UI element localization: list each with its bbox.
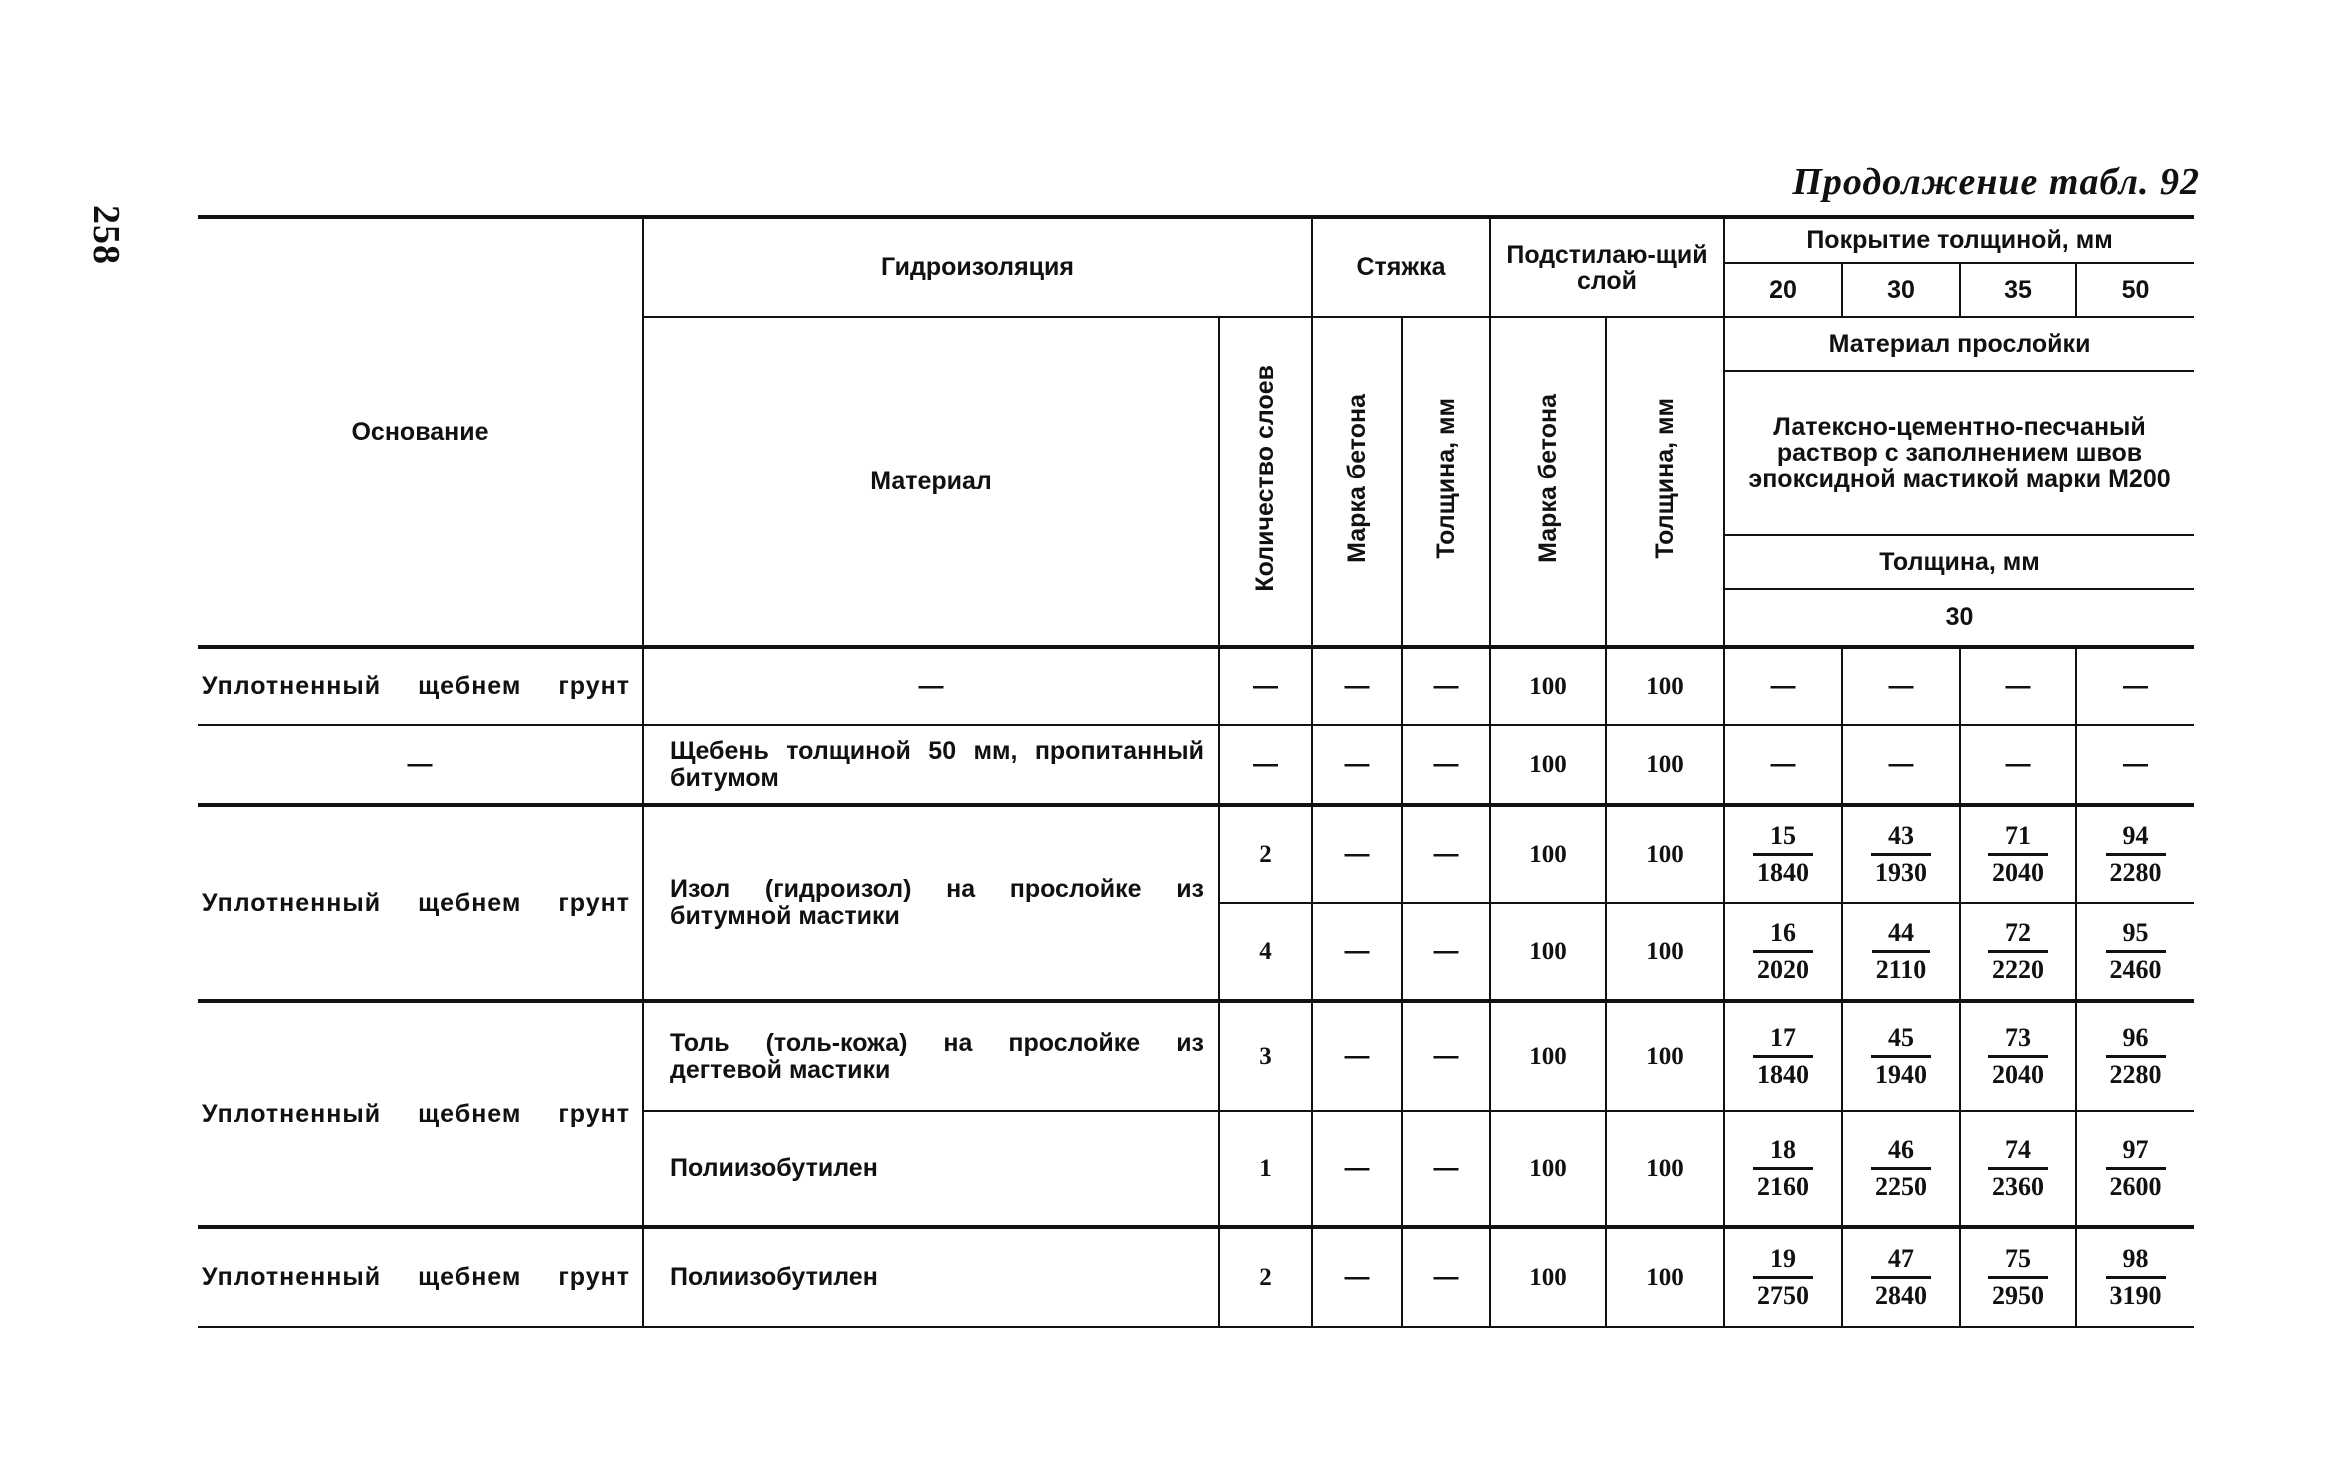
header-base: Основание	[198, 217, 643, 647]
header-under-grade	[1490, 317, 1606, 647]
header-waterproofing: Гидроизоляция	[643, 217, 1312, 317]
header-screed-grade	[1312, 317, 1402, 647]
cell-under-thickness: 100	[1606, 1111, 1724, 1227]
cell-c50: $\frac{96}{2280}$	[2076, 1001, 2194, 1111]
header-interlayer-thickness: Толщина, мм	[1724, 535, 2194, 589]
header-coating: Покрытие толщиной, мм	[1724, 217, 2194, 263]
cell-screed-grade: —	[1312, 647, 1402, 725]
header-t35: 35	[1960, 263, 2076, 317]
header-t30: 30	[1842, 263, 1960, 317]
cell-c20: $\frac{17}{1840}$	[1724, 1001, 1842, 1111]
cell-screed-thickness: —	[1402, 647, 1490, 725]
cell-screed-thickness: —	[1402, 805, 1490, 903]
header-interlayer-material: Материал прослойки	[1724, 317, 2194, 371]
cell-under-grade: 100	[1490, 725, 1606, 805]
table-row	[198, 647, 2194, 725]
cell-under-grade: 100	[1490, 1001, 1606, 1111]
cell-under-thickness: 100	[1606, 725, 1724, 805]
table-row	[198, 1001, 2194, 1111]
cell-under-thickness: 100	[1606, 1001, 1724, 1111]
cell-layers: 1	[1219, 1111, 1312, 1227]
cell-layers: 2	[1219, 805, 1312, 903]
cell-screed-thickness: —	[1402, 1111, 1490, 1227]
cell-material: —	[643, 647, 1219, 725]
cell-base: Уплотненный щебнем грунт	[198, 1227, 643, 1327]
cell-c30: $\frac{46}{2250}$	[1842, 1111, 1960, 1227]
cell-screed-grade: —	[1312, 805, 1402, 903]
cell-material: Изол (гидроизол) на прослойке из битумной мастики	[643, 805, 1219, 1001]
table-caption: Продолжение табл. 92	[1792, 161, 2200, 203]
cell-screed-grade: —	[1312, 1227, 1402, 1327]
table-row	[198, 805, 2194, 903]
cell-c50: $\frac{97}{2600}$	[2076, 1111, 2194, 1227]
cell-c50: $\frac{94}{2280}$	[2076, 805, 2194, 903]
cell-screed-grade: —	[1312, 1111, 1402, 1227]
cell-layers: —	[1219, 647, 1312, 725]
cell-c50: —	[2076, 725, 2194, 805]
cell-under-thickness: 100	[1606, 647, 1724, 725]
cell-screed-grade: —	[1312, 1001, 1402, 1111]
cell-material: Щебень толщиной 50 мм, пропитанный битумом	[643, 725, 1219, 805]
cell-c30: $\frac{47}{2840}$	[1842, 1227, 1960, 1327]
cell-base: Уплотненный щебнем грунт	[198, 1001, 643, 1227]
cell-c20: —	[1724, 725, 1842, 805]
cell-under-grade: 100	[1490, 903, 1606, 1001]
cell-layers: 4	[1219, 903, 1312, 1001]
header-under-thickness	[1606, 317, 1724, 647]
cell-under-thickness: 100	[1606, 805, 1724, 903]
cell-base: —	[198, 725, 643, 805]
cell-screed-grade: —	[1312, 725, 1402, 805]
cell-c35: $\frac{71}{2040}$	[1960, 805, 2076, 903]
header-t50: 50	[2076, 263, 2194, 317]
cell-screed-thickness: —	[1402, 903, 1490, 1001]
header-t20: 20	[1724, 263, 1842, 317]
cell-c20: $\frac{15}{1840}$	[1724, 805, 1842, 903]
cell-c30: $\frac{43}{1930}$	[1842, 805, 1960, 903]
cell-c20: $\frac{16}{2020}$	[1724, 903, 1842, 1001]
header-interlayer-desc: Латексно-цементно-песчаный раствор с заполнением швов эпоксидной мастикой марки М200	[1724, 371, 2194, 535]
cell-material: Полиизобутилен	[643, 1111, 1219, 1227]
cell-c20: $\frac{19}{2750}$	[1724, 1227, 1842, 1327]
cell-under-grade: 100	[1490, 1227, 1606, 1327]
cell-screed-grade: —	[1312, 903, 1402, 1001]
header-underlayer: Подстилаю-щий слой	[1490, 217, 1724, 317]
cell-c35: —	[1960, 725, 2076, 805]
cell-screed-thickness: —	[1402, 1227, 1490, 1327]
cell-screed-thickness: —	[1402, 725, 1490, 805]
table-row	[198, 725, 2194, 805]
cell-c35: $\frac{74}{2360}$	[1960, 1111, 2076, 1227]
cell-base: Уплотненный щебнем грунт	[198, 805, 643, 1001]
cell-under-thickness: 100	[1606, 1227, 1724, 1327]
cell-screed-thickness: —	[1402, 1001, 1490, 1111]
cell-c35: $\frac{72}{2220}$	[1960, 903, 2076, 1001]
data-table	[198, 215, 2194, 1328]
cell-material: Полиизобутилен	[643, 1227, 1219, 1327]
header-material: Материал	[643, 317, 1219, 647]
header-under-grade-text: Марка бетона	[1533, 393, 1562, 563]
cell-layers: 3	[1219, 1001, 1312, 1111]
header-screed-thickness	[1402, 317, 1490, 647]
page-number: 258	[85, 205, 127, 265]
header-layers-text: Количество слоев	[1251, 364, 1279, 592]
cell-c30: $\frac{45}{1940}$	[1842, 1001, 1960, 1111]
header-interlayer-value: 30	[1724, 589, 2194, 647]
header-layers	[1219, 317, 1312, 647]
header-screed: Стяжка	[1312, 217, 1490, 317]
cell-c35: $\frac{73}{2040}$	[1960, 1001, 2076, 1111]
cell-c20: $\frac{18}{2160}$	[1724, 1111, 1842, 1227]
cell-c30: —	[1842, 647, 1960, 725]
header-under-thickness-text: Толщина, мм	[1650, 397, 1679, 559]
cell-c30: $\frac{44}{2110}$	[1842, 903, 1960, 1001]
cell-layers: —	[1219, 725, 1312, 805]
cell-c50: $\frac{95}{2460}$	[2076, 903, 2194, 1001]
header-screed-thickness-text: Толщина, мм	[1431, 397, 1460, 559]
cell-layers: 2	[1219, 1227, 1312, 1327]
cell-c35: —	[1960, 647, 2076, 725]
cell-under-grade: 100	[1490, 647, 1606, 725]
header-screed-grade-text: Марка бетона	[1342, 393, 1371, 563]
cell-material: Толь (толь-кожа) на прослойке из дегтевой мастики	[643, 1001, 1219, 1111]
cell-under-thickness: 100	[1606, 903, 1724, 1001]
cell-c35: $\frac{75}{2950}$	[1960, 1227, 2076, 1327]
cell-under-grade: 100	[1490, 805, 1606, 903]
cell-c50: —	[2076, 647, 2194, 725]
table-row	[198, 1227, 2194, 1327]
cell-c50: $\frac{98}{3190}$	[2076, 1227, 2194, 1327]
cell-c20: —	[1724, 647, 1842, 725]
cell-base: Уплотненный щебнем грунт	[198, 647, 643, 725]
cell-c30: —	[1842, 725, 1960, 805]
cell-under-grade: 100	[1490, 1111, 1606, 1227]
